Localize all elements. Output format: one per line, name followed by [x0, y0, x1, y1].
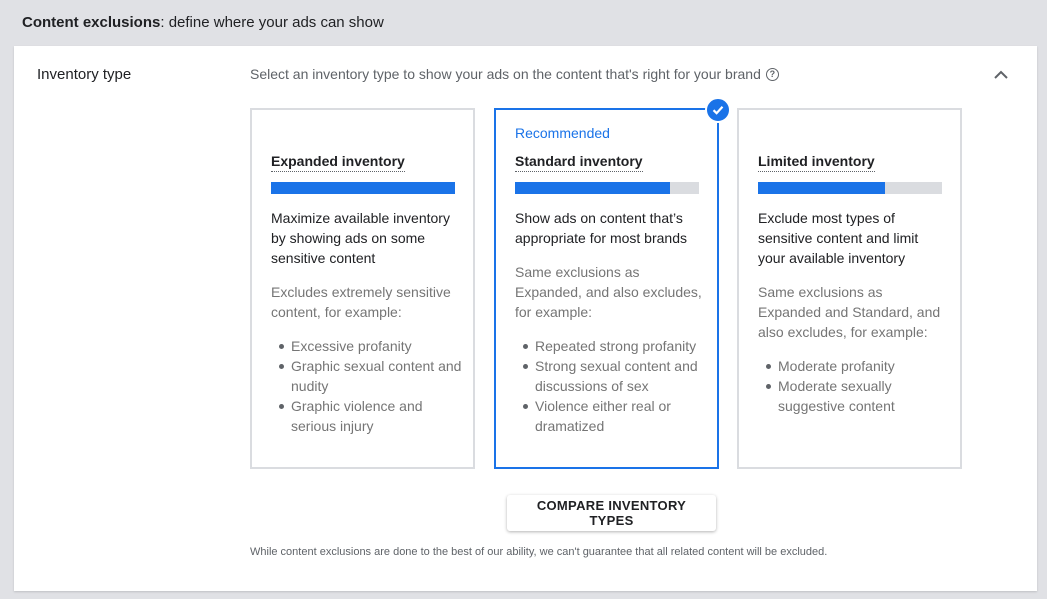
instruction-text — [250, 66, 779, 82]
exclusion-list — [515, 336, 710, 436]
help-circle-icon[interactable]: ? — [766, 68, 779, 81]
inventory-level-bar — [515, 182, 699, 194]
card-title: Limited inventory — [758, 153, 875, 172]
exclusion-list — [271, 336, 466, 436]
inventory-level-fill — [271, 182, 455, 194]
compare-inventory-types-button[interactable]: COMPARE INVENTORY TYPES — [507, 495, 716, 531]
card-description: Exclude most types of sensitive content and limit your available inventory — [758, 210, 919, 266]
card-description: Show ads on content that’s appropriate for most brands — [515, 210, 687, 246]
card-title: Standard inventory — [515, 153, 643, 172]
list-item: Graphic sexual content and nudity — [271, 356, 466, 396]
list-item: Moderate sexually suggestive content — [758, 376, 953, 416]
exclusion-list — [758, 356, 953, 416]
inventory-level-bar — [758, 182, 942, 194]
disclaimer-text: While content exclusions are done to the best of our ability, we can't guarantee that all related content will be excluded. — [250, 546, 828, 558]
card-title: Expanded inventory — [271, 153, 405, 172]
card-limited-inventory[interactable] — [737, 108, 962, 469]
recommended-label: Recommended — [515, 125, 610, 141]
inventory-level-bar — [271, 182, 455, 194]
card-exclusions-intro: Same exclusions as Expanded and Standard, and also excludes, for example: — [758, 284, 941, 340]
inventory-type-panel — [14, 46, 1037, 591]
inventory-level-fill — [758, 182, 885, 194]
chevron-up-icon[interactable] — [992, 68, 1010, 82]
card-standard-inventory[interactable] — [494, 108, 719, 469]
section-header — [0, 0, 1047, 46]
section-label: Inventory type — [37, 66, 132, 83]
header-title — [22, 14, 384, 31]
header-title-rest: : define where your ads can show — [160, 14, 384, 31]
card-exclusions-intro: Excludes extremely sensitive content, for example: — [271, 284, 451, 320]
card-expanded-inventory[interactable] — [250, 108, 475, 469]
list-item: Excessive profanity — [271, 336, 466, 356]
checkmark-icon — [711, 103, 725, 117]
list-item: Graphic violence and serious injury — [271, 396, 466, 436]
card-exclusions-intro: Same exclusions as Expanded, and also excludes, for example: — [515, 264, 702, 320]
list-item: Violence either real or dramatized — [515, 396, 710, 436]
list-item: Strong sexual content and discussions of sex — [515, 356, 710, 396]
list-item: Repeated strong profanity — [515, 336, 710, 356]
list-item: Moderate profanity — [758, 356, 953, 376]
selected-check-icon — [705, 97, 731, 123]
card-description: Maximize available inventory by showing ads on some sensitive content — [271, 210, 450, 266]
header-title-bold: Content exclusions — [22, 14, 161, 31]
inventory-level-fill — [515, 182, 670, 194]
instruction-label: Select an inventory type to show your ads on the content that's right for your brand — [250, 66, 761, 82]
